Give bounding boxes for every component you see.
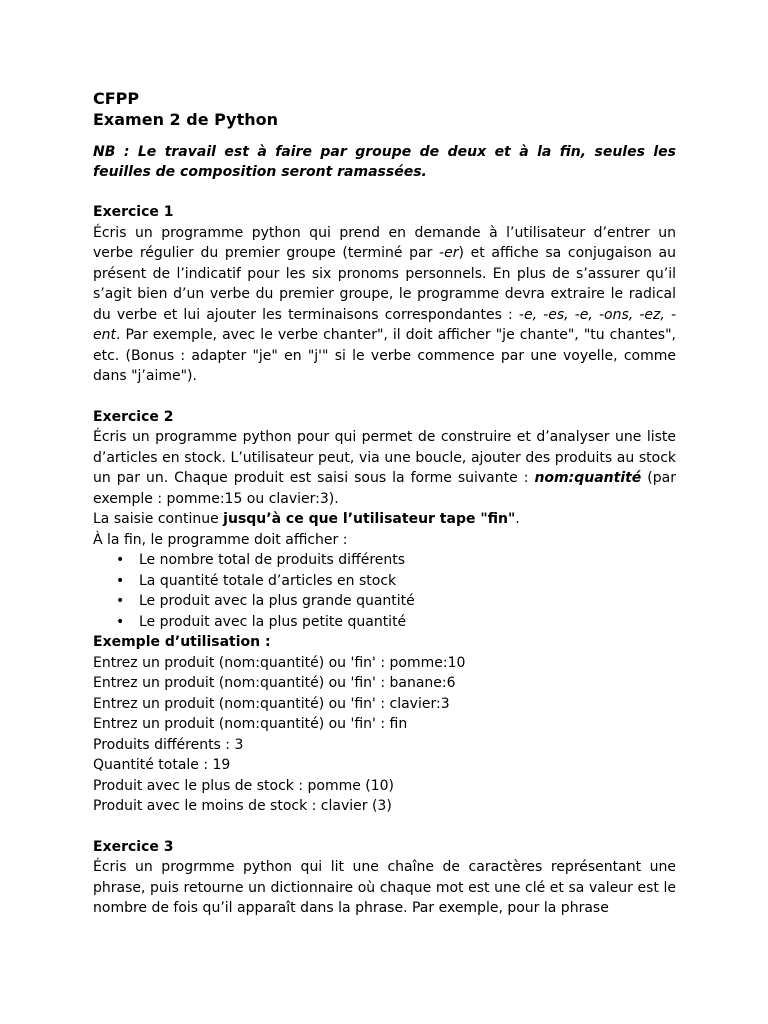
list-item — [116, 550, 676, 571]
ex2-rule-end: . — [515, 511, 520, 527]
exercise-1-title: Exercice 1 — [93, 204, 174, 220]
nb-note: NB : Le travail est à faire par groupe de deux et à la fin, seules les feuilles de composition seront ramassées. — [93, 144, 676, 180]
bullet-icon: • — [116, 552, 125, 568]
example-line: Produit avec le moins de stock : clavier (3) — [93, 798, 392, 814]
example-line: Produit avec le plus de stock : pomme (10) — [93, 777, 395, 794]
ex1-er-suffix: -er — [439, 245, 459, 261]
example-line: Entrez un produit (nom:quantité) ou 'fin' : pomme:10 — [93, 654, 466, 671]
exercise-3-title: Exercice 3 — [93, 838, 174, 855]
list-item — [116, 612, 676, 633]
list-item-text: Le produit avec la plus grande quantité — [139, 593, 415, 609]
exercise-1 — [93, 202, 676, 387]
ex1-text-part-1: Écris un programme python qui prend en demande à l’utilisateur d’entrer un verbe régulier du premier groupe (terminé par — [93, 224, 676, 261]
exercise-3-text: Écris un progrmme python qui lit une chaîne de caractères représentant une phrase, puis retourne un dictionnaire où chaque mot est une clé et sa valeur est le nombre de fois qu’il apparaît dans la phrase. Par exemple, pour la phrase — [93, 859, 676, 916]
ex1-text-part-2: ) et affiche sa conjugaison au présent de l’indicatif pour les six pronoms personnels. En plus de s’assurer qu’il s’agit bien d’un verbe du premier groupe, le programme devra extraire le radical du verbe et lui ajouter les terminaisons correspondantes : — [93, 245, 676, 323]
list-item — [116, 591, 676, 612]
bullet-icon: • — [116, 613, 125, 630]
exercise-2-output-intro: À la fin, le programme doit afficher : — [93, 531, 348, 548]
page-title — [93, 88, 676, 130]
ex2-rule-start: La saisie continue — [93, 511, 224, 527]
example-line: Produits différents : 3 — [93, 736, 244, 753]
bullet-icon: • — [116, 572, 125, 589]
list-item — [116, 571, 676, 592]
exercise-3 — [93, 837, 676, 919]
exercise-2-bullet-list — [93, 550, 676, 632]
ex2-text-part-1-end: (par exemple : pomme:15 ou clavier:3). — [93, 470, 676, 507]
example-line: Quantité totale : 19 — [93, 757, 231, 773]
title-line-2: Examen 2 de Python — [93, 110, 278, 129]
exercise-2-title: Exercice 2 — [93, 408, 174, 425]
list-item-text: La quantité totale d’articles en stock — [139, 572, 397, 589]
bullet-icon: • — [116, 593, 125, 609]
example-line: Entrez un produit (nom:quantité) ou 'fin' : banane:6 — [93, 675, 456, 691]
exercise-2-text — [93, 427, 676, 509]
exercise-2 — [93, 407, 676, 817]
ex1-text-part-3: . Par exemple, avec le verbe chanter", il doit afficher "je chante", "tu chantes", etc. (Bonus : adapter "je" en "j'" si le verbe commence par une voyelle, comme dans "j’aime"). — [93, 327, 676, 384]
exercise-2-input-rule — [93, 509, 676, 530]
title-line-1: CFPP — [93, 89, 140, 108]
example-title: Exemple d’utilisation : — [93, 634, 271, 650]
ex2-text-part-1: Écris un programme python pour qui permet de construire et d’analyser une liste d’articles en stock. L’utilisateur peut, via une boucle, ajouter des produits au stock un par un. Chaque produit est saisi sous la forme suivante : — [93, 429, 676, 486]
ex2-rule-bold: jusqu’à ce que l’utilisateur tape "fin" — [223, 511, 516, 527]
ex1-endings: -e, -es, -e, -ons, -ez, -ent — [93, 306, 676, 343]
example-line: Entrez un produit (nom:quantité) ou 'fin' : clavier:3 — [93, 695, 450, 712]
ex2-format: nom:quantité — [534, 470, 642, 486]
example-line: Entrez un produit (nom:quantité) ou 'fin' : fin — [93, 716, 408, 732]
list-item-text: Le nombre total de produits différents — [139, 552, 406, 568]
list-item-text: Le produit avec la plus petite quantité — [139, 613, 407, 630]
exercise-1-text — [93, 223, 676, 387]
